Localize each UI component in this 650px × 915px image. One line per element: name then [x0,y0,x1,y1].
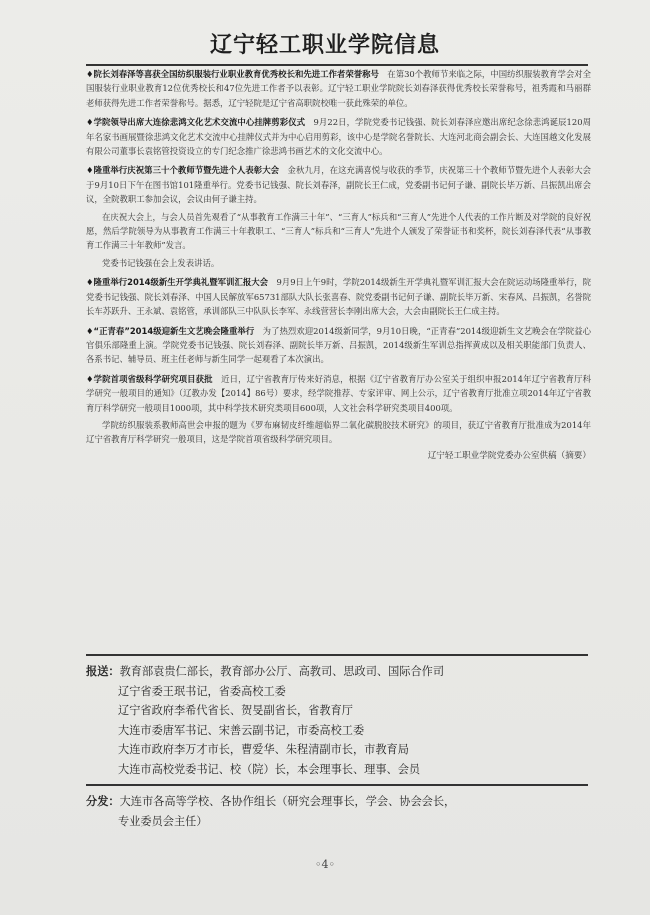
header-divider [86,64,588,66]
news-body: 9月9日上午9时，学院2014级新生开学典礼暨军训汇报大会在院运动场隆重举行，院党委书记钱强、院长刘春泽、中国人民解放军65731部队大队长张喜春、院党委副书记何子谦、副院长毕万新、宋春风、吕振凯，名誉院长车苏跃升、王永斌、袁铭管，承训部队三中队队长李军、永线营营长李刚出席大会，大会由副院长王仁成主持。 [86,277,591,317]
news-item [86,372,591,463]
report-recipient: 大连市高校党委书记、校（院）长，本会理事长、理事、会员 [118,762,421,776]
news-paragraph [86,372,591,415]
report-recipient: 辽宁省委王珉书记，省委高校工委 [118,684,286,698]
news-paragraph [86,275,591,318]
news-body: 为了热烈欢迎2014级新同学，9月10日晚，“正青春”2014级迎新生文艺晚会在学院益心官俱乐部隆重上演。学院党委书记钱强、院长刘春泽、副院长毕万新、吕振凯，2014级新生军训总指挥黄成以及相关职能部门负责人、各系书记、辅导员、班主任老师与新生同学一起观看了本次演出。 [86,325,591,365]
source-note: 辽宁轻工职业学院党委办公室供稿（摘要） [427,450,591,461]
report-recipient: 教育部袁贵仁部长，教育部办公厅、高教司、思政司、国际合作司 [119,665,445,678]
news-headline: ♦学院首项省级科学研究项目获批 [86,373,213,384]
news-body: 9月22日，学院党委书记钱强、院长刘春泽应邀出席纪念徐悲鸿诞辰120周年名家书画展暨徐悲鸿文化艺术交流中心挂牌仪式并为中心启用剪彩，该中心是学院名誉院长、大连河北商会副会长、大连国越文化发展有限公司董事长袁铭管投资设立的专门纪念推广徐悲鸿书画艺术的文化交流中心。 [86,117,592,157]
news-item [86,163,591,270]
copy-recipient: 大连市各高等学校、各协作组长（研究会理事长，学会、协会会长， [119,795,456,808]
copy-recipient: 专业委员会主任） [118,814,208,828]
copy-line [86,792,591,812]
report-recipient: 辽宁省政府李希代省长、贺旻副省长，省教育厅 [118,704,353,717]
news-item [86,67,591,110]
copy-label: 分发： [86,795,120,808]
news-headline: ♦隆重举行庆祝第三十个教师节暨先进个人表彰大会 [86,165,280,176]
news-body-paragraph: 党委书记钱强在会上发表讲话。 [102,257,220,268]
page-title: 辽宁轻工职业学院信息 [209,33,440,58]
section-divider [86,654,588,656]
report-recipient: 大连市政府李万才市长，曹爱华、朱程清副市长，市教育局 [118,743,409,756]
section-divider [86,784,588,786]
news-headline: ♦学院领导出席大连徐悲鸿文化艺术交流中心挂牌剪彩仪式 [86,117,306,128]
report-to-block [86,662,591,779]
news-paragraph [86,115,591,158]
report-line [86,662,591,682]
news-item [86,324,591,367]
news-headline: ♦隆重举行2014级新生开学典礼暨军训汇报大会 [86,277,269,288]
news-body-paragraph: 在庆祝大会上，与会人员首先观看了“从事教育工作满三十年”、“三育人”标兵和“三育人”先进个人代表的工作片断及对学院的良好祝愿，然后学院领导为从事教育工作满三十年教职工、“三育人”标兵和“三育人”先进个人颁发了荣誉证书和奖杯，院长刘春泽代表“从事教育工作满三十年教师”发言。 [86,211,591,251]
news-paragraph [86,67,591,110]
news-body-paragraph: 学院纺织服装系教师高世会申报的题为《罗布麻韧皮纤维超临界二氧化碳脱胶技术研究》的项目，获辽宁省教育厅批准成为2014年辽宁省教育厅科学研究一般项目，这是学院首项省级科学研究项目。 [86,419,591,445]
news-list [86,67,591,468]
news-paragraph [86,163,591,206]
report-label: 报送： [86,665,120,678]
news-paragraph [86,324,591,367]
page-number: ◦4◦ [315,858,335,871]
news-body: 近日，辽宁省教育厅传来好消息，根据《辽宁省教育厅办公室关于组织申报2014年辽宁省教育厅科学研究一般项目的通知》（辽教办发【2014】86号）要求，经学院推荐、专家评审、网上公示，辽宁省教育厅批准立项2014年辽宁省教育厅科学研究一般项目1000项，其中科学技术研究类项目600项，人文社会科学研究类项目400项。 [86,373,592,413]
news-headline: ♦院长刘春泽等喜获全国纺织服装行业职业教育优秀校长和先进工作者荣誉称号 [86,69,379,79]
news-body: 金秋九月，在这充满喜悦与收获的季节，庆祝第三十个教师节暨先进个人表彰大会于9月10日下午在图书馆101隆重举行。党委书记钱强、院长刘春泽，副院长王仁成，党委副书记何子谦、副院长毕万新、吕振凯出席会议，全院教职工参加会议，会议由何子谦主持。 [86,165,592,205]
news-item [86,115,591,158]
news-item [86,275,591,318]
report-recipient: 大连市委唐军书记、宋善云副书记，市委高校工委 [118,723,365,737]
news-body: 在第30个教师节来临之际，中国纺织服装教育学会对全国服装行业职业教育12位优秀校长和47位先进工作者予以表彰。辽宁轻工职业学院院长刘春泽获得优秀校长荣誉称号，祖秀霞和马丽群老师获得先进工作者荣誉称号。据悉，辽宁轻院是辽宁省高职院校唯一获此殊荣的单位。 [86,69,592,108]
news-headline: ♦“正青春”2014级迎新生文艺晚会隆重举行 [86,325,255,336]
copy-to-block [86,792,591,831]
